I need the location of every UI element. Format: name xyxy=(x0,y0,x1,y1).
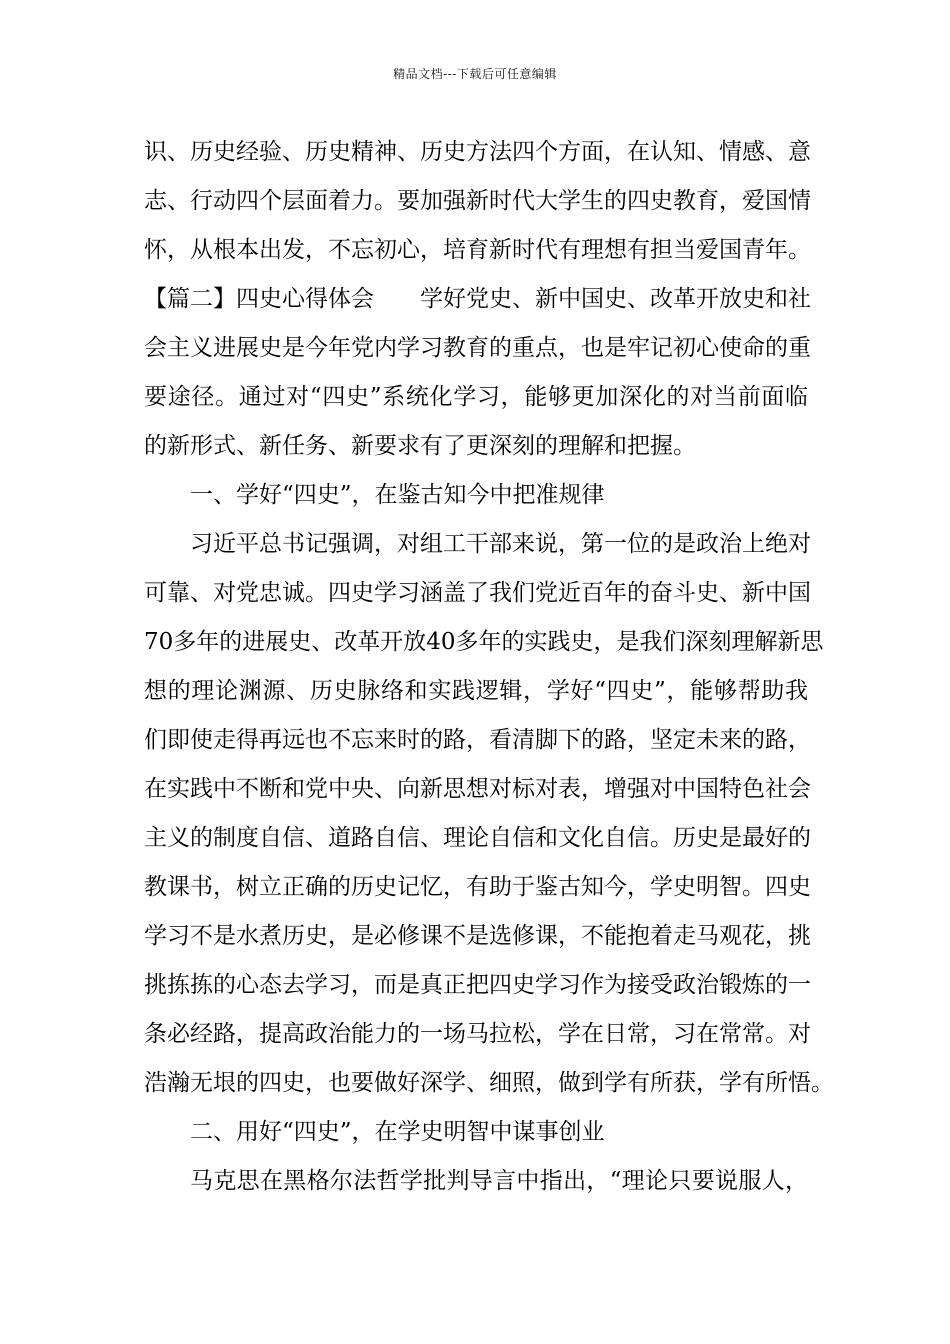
text-line: 可靠、对党忠诚。四史学习涵盖了我们党近百年的奋斗史、新中国 xyxy=(144,580,811,606)
text-line: 想的理论渊源、历史脉络和实践逻辑，学好“四史”，能够帮助我 xyxy=(144,678,808,704)
text-line: 挑拣拣的心态去学习，而是真正把四史学习作为接受政治锻炼的一 xyxy=(144,972,811,998)
text-line: 二、用好“四史”，在学史明智中谋事创业 xyxy=(190,1119,605,1145)
text-line: 的新形式、新任务、新要求有了更深刻的理解和把握。 xyxy=(144,433,696,459)
text-line: 识、历史经验、历史精神、历史方法四个方面，在认知、情感、意 xyxy=(144,139,811,165)
document-body xyxy=(144,128,834,1206)
page-header: 精品文档---下载后可任意编辑 xyxy=(393,67,557,81)
text-line: 会主义进展史是今年党内学习教育的重点，也是牢记初心使命的重 xyxy=(144,335,811,361)
text-line: 教课书，树立正确的历史记忆，有助于鉴古知今，学史明智。四史 xyxy=(144,874,811,900)
text-line: 主义的制度自信、道路自信、理论自信和文化自信。历史是最好的 xyxy=(144,825,811,851)
text-line: 一、学好“四史”，在鉴古知今中把准规律 xyxy=(190,482,605,508)
text-line: 70多年的进展史、改革开放40多年的实践史，是我们深刻理解新思 xyxy=(144,629,824,655)
text-line: 条必经路，提高政治能力的一场马拉松，学在日常，习在常常。对 xyxy=(144,1021,811,1047)
text-line: 志、行动四个层面着力。要加强新时代大学生的四史教育，爱国情 xyxy=(144,188,811,214)
text-line: 【篇二】四史心得体会 学好党史、新中国史、改革开放史和社 xyxy=(144,286,811,312)
text-line: 学习不是水煮历史，是必修课不是选修课，不能抱着走马观花，挑 xyxy=(144,923,811,949)
text-line: 马克思在黑格尔法哲学批判导言中指出，“理论只要说服人， xyxy=(190,1168,808,1194)
text-line: 习近平总书记强调，对组工干部来说，第一位的是政治上绝对 xyxy=(190,531,811,557)
text-line: 怀，从根本出发，不忘初心，培育新时代有理想有担当爱国青年。 xyxy=(144,237,811,263)
text-line: 要途径。通过对“四史”系统化学习，能够更加深化的对当前面临 xyxy=(144,384,808,410)
text-line: 浩瀚无垠的四史，也要做好深学、细照，做到学有所获，学有所悟。 xyxy=(144,1070,834,1096)
text-line: 们即使走得再远也不忘来时的路，看清脚下的路，坚定未来的路， xyxy=(144,727,811,753)
text-line: 在实践中不断和党中央、向新思想对标对表，增强对中国特色社会 xyxy=(144,776,811,802)
